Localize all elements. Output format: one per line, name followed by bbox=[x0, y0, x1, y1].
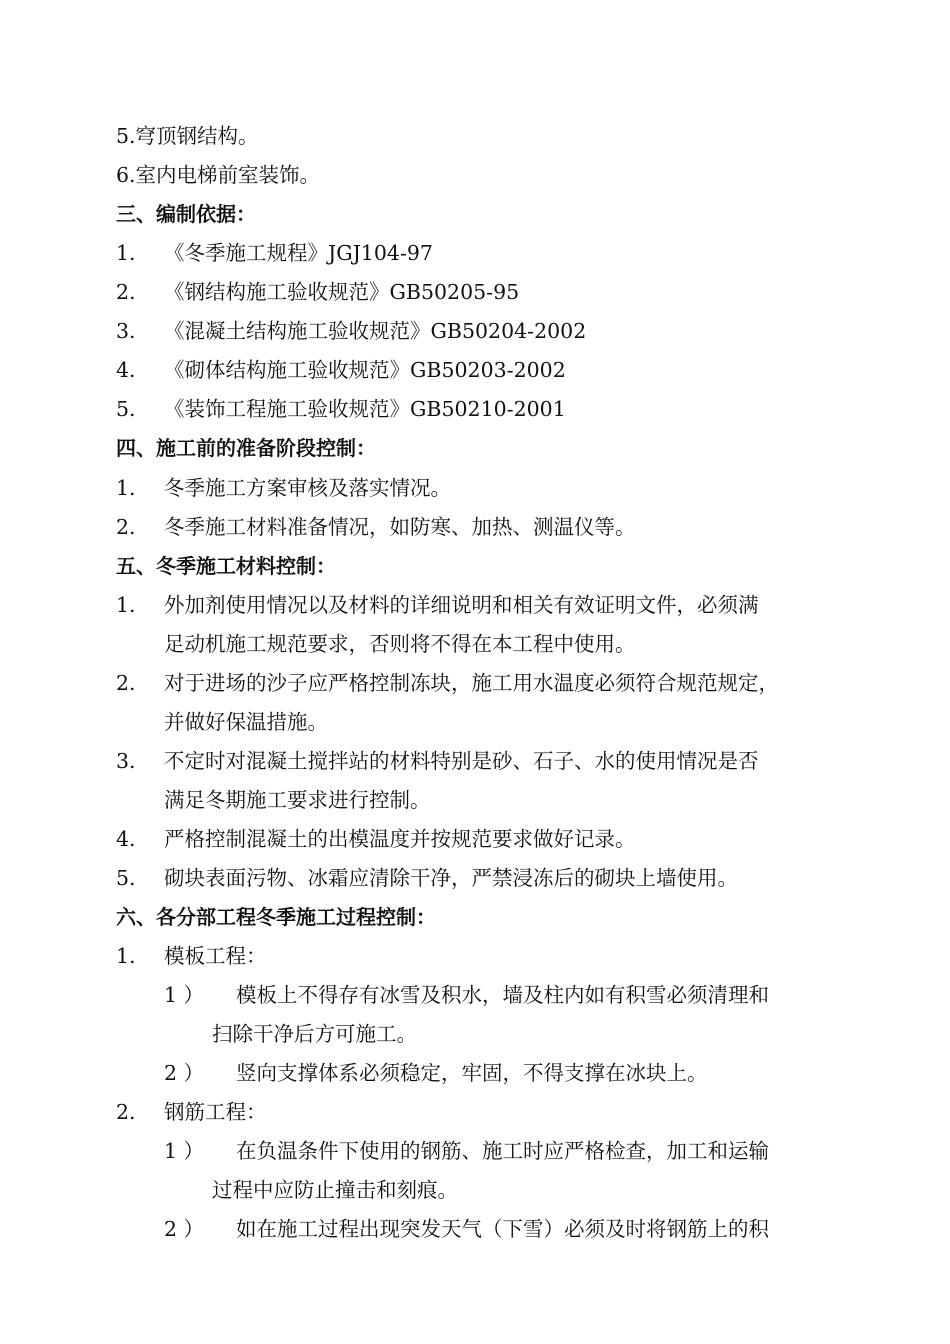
list-item bbox=[116, 664, 779, 703]
intro-line: 5.穹顶钢结构。 bbox=[116, 124, 259, 148]
item-text: 模板工程： bbox=[164, 944, 267, 968]
item-number: 2. bbox=[116, 515, 136, 539]
item-text: 《装饰工程施工验收规范》GB50210-2001 bbox=[164, 397, 566, 421]
list-item bbox=[116, 390, 566, 429]
list-item bbox=[116, 234, 433, 273]
list-item bbox=[116, 312, 586, 351]
item-text: 《冬季施工规程》JGJ104-97 bbox=[164, 241, 433, 265]
list-item bbox=[116, 1093, 267, 1132]
item-text: 不定时对混凝土搅拌站的材料特别是砂、石子、水的使用情况是否 bbox=[164, 749, 759, 773]
item-text: 《混凝土结构施工验收规范》GB50204-2002 bbox=[164, 319, 587, 343]
list-item bbox=[116, 742, 759, 781]
item-text: 砌块表面污物、冰霜应清除干净，严禁浸冻后的砌块上墙使用。 bbox=[164, 866, 738, 890]
item-number: 4. bbox=[116, 827, 136, 851]
sub-item-text: 如在施工过程出现突发天气（下雪）必须及时将钢筋上的积 bbox=[236, 1217, 769, 1241]
item-number: 5. bbox=[116, 866, 136, 890]
list-item bbox=[116, 351, 566, 390]
item-number: 1. bbox=[116, 476, 136, 500]
sub-item-number: 1 ） bbox=[164, 983, 205, 1007]
item-number: 2. bbox=[116, 280, 136, 304]
sub-item-number: 2 ） bbox=[164, 1061, 205, 1085]
list-item bbox=[116, 859, 738, 898]
sub-item-text: 竖向支撑体系必须稳定，牢固，不得支撑在冰块上。 bbox=[236, 1061, 708, 1085]
sub-item-number: 1 ） bbox=[164, 1139, 205, 1163]
sub-item bbox=[164, 1054, 708, 1093]
list-item bbox=[116, 273, 519, 312]
item-number: 1. bbox=[116, 944, 136, 968]
list-item bbox=[116, 820, 636, 859]
item-text: 外加剂使用情况以及材料的详细说明和相关有效证明文件，必须满 bbox=[164, 593, 759, 617]
list-item bbox=[116, 508, 636, 547]
intro-line: 6.室内电梯前室装饰。 bbox=[116, 163, 321, 187]
sub-item-continuation: 扫除干净后方可施工。 bbox=[212, 1022, 417, 1046]
list-item bbox=[116, 937, 267, 976]
list-item bbox=[116, 586, 759, 625]
item-number: 2. bbox=[116, 1100, 136, 1124]
list-item bbox=[116, 469, 451, 508]
section-heading: 六、各分部工程冬季施工过程控制： bbox=[116, 905, 436, 929]
item-number: 5. bbox=[116, 397, 136, 421]
section-heading: 五、冬季施工材料控制： bbox=[116, 554, 336, 578]
sub-item-text: 在负温条件下使用的钢筋、施工时应严格检查，加工和运输 bbox=[236, 1139, 769, 1163]
item-number: 3. bbox=[116, 749, 136, 773]
item-text: 《钢结构施工验收规范》GB50205-95 bbox=[164, 280, 520, 304]
item-number: 2. bbox=[116, 671, 136, 695]
item-text: 严格控制混凝土的出模温度并按规范要求做好记录。 bbox=[164, 827, 636, 851]
sub-item-text: 模板上不得存有冰雪及积水，墙及柱内如有积雪必须清理和 bbox=[236, 983, 769, 1007]
list-item-continuation: 并做好保温措施。 bbox=[164, 710, 328, 734]
sub-item-continuation: 过程中应防止撞击和刻痕。 bbox=[212, 1178, 458, 1202]
item-number: 1. bbox=[116, 241, 136, 265]
sub-item bbox=[164, 976, 769, 1015]
item-text: 《砌体结构施工验收规范》GB50203-2002 bbox=[164, 358, 566, 382]
list-item-continuation: 满足冬期施工要求进行控制。 bbox=[164, 788, 431, 812]
item-text: 对于进场的沙子应严格控制冻块，施工用水温度必须符合规范规定， bbox=[164, 671, 779, 695]
item-number: 1. bbox=[116, 593, 136, 617]
sub-item bbox=[164, 1210, 769, 1249]
item-number: 4. bbox=[116, 358, 136, 382]
section-heading: 三、编制依据： bbox=[116, 202, 256, 226]
item-text: 冬季施工材料准备情况，如防寒、加热、测温仪等。 bbox=[164, 515, 636, 539]
item-number: 3. bbox=[116, 319, 136, 343]
item-text: 冬季施工方案审核及落实情况。 bbox=[164, 476, 451, 500]
item-text: 钢筋工程： bbox=[164, 1100, 267, 1124]
section-heading: 四、施工前的准备阶段控制： bbox=[116, 436, 376, 460]
list-item-continuation: 足动机施工规范要求，否则将不得在本工程中使用。 bbox=[164, 632, 636, 656]
sub-item bbox=[164, 1132, 769, 1171]
sub-item-number: 2 ） bbox=[164, 1217, 205, 1241]
